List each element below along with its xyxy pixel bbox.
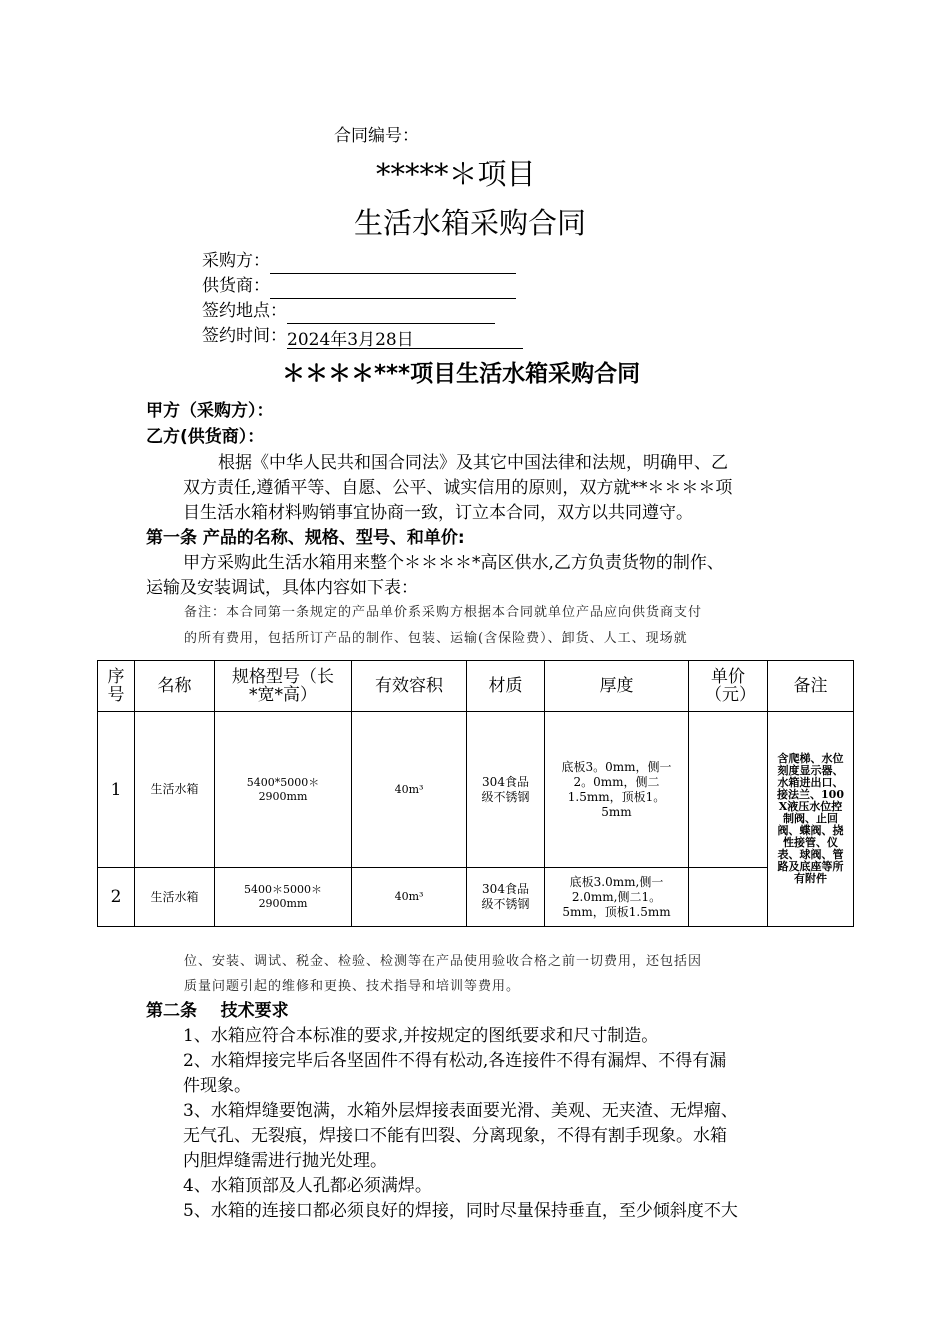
article1-line-2: 运输及安装调试，具体内容如下表：: [146, 578, 418, 598]
row2-material: 304食品级不锈钢: [467, 868, 545, 927]
table-row: [98, 868, 854, 927]
row1-price: [689, 712, 768, 868]
note-line-3: 位、安装、调试、税金、检验、检测等在产品使用验收合格之前一切费用，还包括因: [184, 954, 703, 969]
article2-heading: 第二条 技术要求: [146, 1001, 289, 1021]
contract-title: 生活水箱采购合同: [354, 206, 587, 240]
project-title: *****＊项目: [376, 157, 536, 191]
field-supplier-label: 供货商：: [202, 276, 270, 296]
field-buyer-label: 采购方：: [202, 251, 270, 271]
article1-line-1: 甲方采购此生活水箱用来整个＊＊＊＊*高区供水,乙方负责货物的制作、: [183, 553, 724, 573]
header-material: 材质: [467, 661, 545, 712]
article2-item: 内胆焊缝需进行抛光处理。: [183, 1151, 387, 1171]
row1-spec: 5400*5000＊2900mm: [215, 712, 352, 868]
intro-line-3: 目生活水箱材料购销事宜协商一致，订立本合同，双方以共同遵守。: [183, 503, 693, 523]
row2-spec: 5400＊5000＊2900mm: [215, 868, 352, 927]
header-name: 名称: [135, 661, 215, 712]
row2-name: 生活水箱: [135, 868, 215, 927]
note-line-2: 的所有费用，包括所订产品的制作、包装、运输(含保险费）、卸货、人工、现场就: [184, 631, 688, 646]
row1-no: 1: [98, 712, 135, 868]
table-remark: 含爬梯、水位刻度显示器、水箱进出口、接法兰、100X液压水位控制阀、止回阀、蝶阀、挠性接管、仪表、球阀、管路及底座等所有附件: [768, 712, 854, 927]
note-line-4: 质量问题引起的维修和更换、技术指导和培训等费用。: [184, 979, 521, 994]
note-line-1: 备注：本合同第一条规定的产品单价系采购方根据本合同就单位产品应向供货商支付: [184, 605, 703, 620]
row1-thickness: 底板3。0mm，侧一2。0mm，侧二1.5mm，顶板1。5mm: [545, 712, 689, 868]
main-title: ＊＊＊＊***项目生活水箱采购合同: [282, 361, 641, 387]
article1-heading: 第一条 产品的名称、规格、型号、和单价:: [146, 528, 465, 548]
row1-name: 生活水箱: [135, 712, 215, 868]
header-no: 序号: [98, 661, 135, 712]
row2-thickness: 底板3.0mm,侧一2.0mm,侧二1。5mm，顶板1.5mm: [545, 868, 689, 927]
intro-line-1: 根据《中华人民共和国合同法》及其它中国法律和法规，明确甲、乙: [218, 453, 728, 473]
field-buyer-line: [270, 255, 516, 274]
article2-item: 2、水箱焊接完毕后各坚固件不得有松动,各连接件不得有漏焊、不得有漏: [183, 1051, 727, 1071]
field-date: [202, 324, 523, 349]
article2-item: 3、水箱焊缝要饱满，水箱外层焊接表面要光滑、美观、无夹渣、无焊瘤、: [183, 1101, 738, 1121]
row1-material: 304食品级不锈钢: [467, 712, 545, 868]
party-a: 甲方（采购方）：: [146, 401, 274, 421]
row2-capacity: 40m³: [352, 868, 467, 927]
header-thickness: 厚度: [545, 661, 689, 712]
field-location: [202, 299, 495, 324]
row2-price: [689, 868, 768, 927]
party-b: 乙方(供货商）：: [146, 427, 265, 447]
field-supplier-line: [270, 280, 516, 299]
row1-capacity: 40m³: [352, 712, 467, 868]
table-row: [98, 712, 854, 868]
intro-line-2: 双方责任,遵循平等、自愿、公平、诚实信用的原则，双方就**＊＊＊＊项: [183, 478, 733, 498]
field-buyer: [202, 249, 516, 274]
spec-table: [97, 660, 854, 927]
field-location-label: 签约地点：: [202, 301, 287, 321]
contract-number-label: 合同编号：: [334, 126, 419, 146]
article2-item: 无气孔、无裂痕，焊接口不能有凹裂、分离现象，不得有割手现象。水箱: [183, 1126, 727, 1146]
field-date-value: 2024年3月28日: [287, 328, 523, 349]
article2-item: 5、水箱的连接口都必须良好的焊接，同时尽量保持垂直，至少倾斜度不大: [183, 1201, 738, 1221]
article2-item: 件现象。: [183, 1076, 251, 1096]
article2-item: 1、水箱应符合本标准的要求,并按规定的图纸要求和尺寸制造。: [183, 1026, 659, 1046]
table-header-row: [98, 661, 854, 712]
article2-item: 4、水箱顶部及人孔都必须满焊。: [183, 1176, 432, 1196]
header-price: 单价（元）: [689, 661, 768, 712]
header-capacity: 有效容积: [352, 661, 467, 712]
field-location-line: [287, 305, 495, 324]
header-spec: 规格型号（长*宽*高）: [215, 661, 352, 712]
field-supplier: [202, 274, 516, 299]
field-date-label: 签约时间：: [202, 326, 287, 346]
header-remark: 备注: [768, 661, 854, 712]
row2-no: 2: [98, 868, 135, 927]
